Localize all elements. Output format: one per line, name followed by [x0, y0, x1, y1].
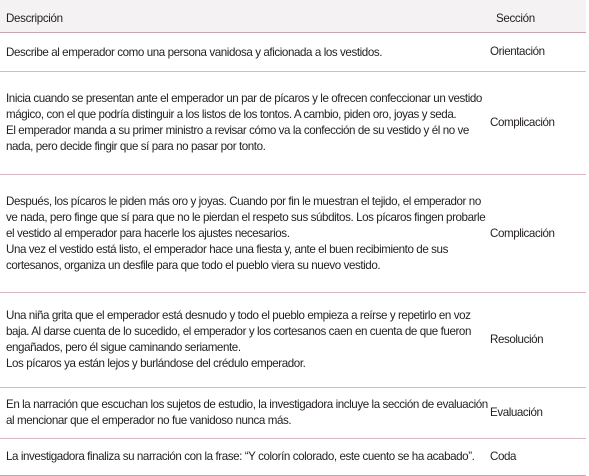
description-line: El emperador manda a su primer ministro a revisar cómo va la confección de su vestido y él no ve	[6, 124, 469, 137]
section-cell: Evaluación	[490, 406, 543, 419]
section-cell: Complicación	[490, 116, 555, 129]
header-row	[0, 0, 586, 33]
description-line: Después, los pícaros le piden más oro y joyas. Cuando por fin le muestran el tejido, el emperador no	[6, 194, 481, 208]
description-line: Inicia cuando se presentan ante el emperador un par de pícaros y le ofrecen confeccionar un vestido	[6, 92, 482, 105]
description-line: baja. Al darse cuenta de lo sucedido, el emperador y los cortesanos caen en cuenta de que fueron	[6, 325, 471, 338]
table-header	[0, 0, 586, 33]
description-line: mágico, con el que podría distinguir a los listos de los tontos. A cambio, piden oro, joyas y seda.	[6, 108, 457, 121]
description-line: Los pícaros ya están lejos y burlándose del crédulo emperador.	[6, 357, 306, 370]
description-line: al mencionar que el emperador no fue vanidoso nunca más.	[6, 414, 292, 427]
table-row	[0, 388, 586, 439]
description-line: ve nada, pero finge que sí para que no le pierdan el respeto sus súbditos. Los pícaros fingen probarle	[6, 210, 486, 224]
section-cell: Resolución	[490, 333, 544, 346]
description-cell	[0, 439, 490, 476]
description-line: engañados, pero él sigue caminando seriamente.	[6, 341, 241, 354]
table-row	[0, 293, 586, 388]
section-cell: Coda	[490, 450, 517, 463]
description-line: nada, pero decide fingir que sí para no pasar por tonto.	[6, 140, 266, 153]
description-line: Describe al emperador como una persona vanidosa y aficionada a los vestidos.	[6, 46, 383, 59]
table-row	[0, 439, 586, 476]
table-row	[0, 175, 586, 293]
header-description: Descripción	[0, 0, 490, 33]
table-body	[0, 33, 586, 476]
description-cell	[0, 72, 490, 175]
section-cell: Complicación	[490, 226, 555, 240]
description-cell	[0, 293, 490, 388]
description-line: Una vez el vestido está listo, el emperador hace una fiesta y, ante el buen recibimiento de sus	[6, 242, 448, 256]
description-line: La investigadora finaliza su narración con la frase: “Y colorín colorado, este cuento se ha acabado”.	[6, 450, 475, 463]
description-cell	[0, 175, 490, 293]
description-cell	[0, 33, 490, 72]
description-line: el vestido al emperador para hacerle los ajustes necesarios.	[6, 226, 290, 240]
description-line: En la narración que escuchan los sujetos de estudio, la investigadora incluye la sección de evaluación	[6, 398, 488, 411]
table-row	[0, 72, 586, 175]
header-section: Sección	[490, 0, 586, 33]
description-line: cortesanos, organiza un desfile para que todo el pueblo viera su nuevo vestido.	[6, 258, 381, 272]
description-cell	[0, 388, 490, 439]
section-cell: Orientación	[490, 45, 545, 58]
table-row	[0, 33, 586, 72]
description-line: Una niña grita que el emperador está desnudo y todo el pueblo empieza a reírse y repetirlo en voz	[6, 309, 471, 322]
